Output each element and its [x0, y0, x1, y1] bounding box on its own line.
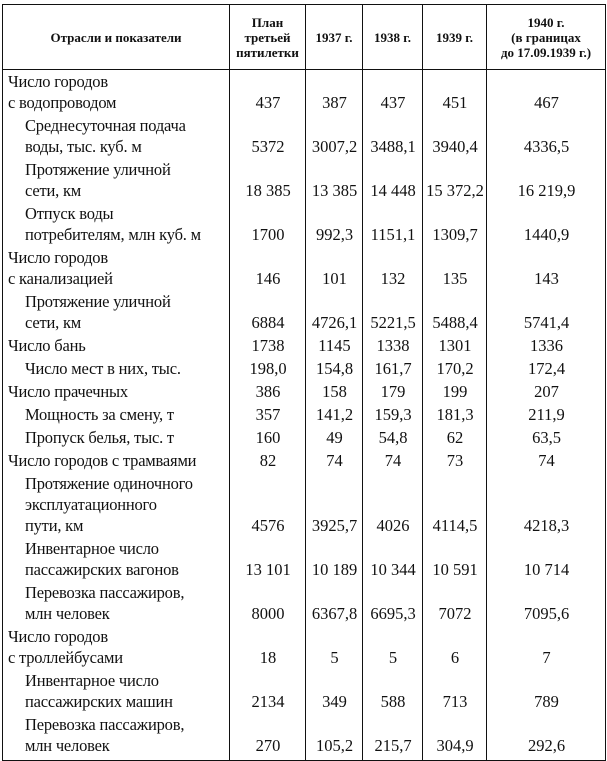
table-cell: 215,7: [363, 713, 423, 761]
table-cell: 7095,6: [487, 581, 606, 625]
table-row: [3, 357, 606, 380]
table-cell: 101: [306, 246, 363, 290]
table-cell: 74: [363, 449, 423, 472]
table-cell: 4576: [230, 472, 306, 537]
table-cell: 4114,5: [423, 472, 487, 537]
table-row: [3, 625, 606, 669]
table-cell: 161,7: [363, 357, 423, 380]
table-row: [3, 202, 606, 246]
row-label: Пропуск белья, тыс. т: [3, 426, 230, 449]
table-cell: 143: [487, 246, 606, 290]
table-cell: 158: [306, 380, 363, 403]
row-label: Перевозка пассажиров, млн человек: [3, 713, 230, 761]
table-cell: 349: [306, 669, 363, 713]
table-cell: 304,9: [423, 713, 487, 761]
table-cell: 18: [230, 625, 306, 669]
table-cell: 1301: [423, 334, 487, 357]
table-cell: 198,0: [230, 357, 306, 380]
table-cell: 270: [230, 713, 306, 761]
table-cell: 3925,7: [306, 472, 363, 537]
table-cell: 1700: [230, 202, 306, 246]
table-cell: 141,2: [306, 403, 363, 426]
table-cell: 63,5: [487, 426, 606, 449]
table-cell: 154,8: [306, 357, 363, 380]
table-cell: 5741,4: [487, 290, 606, 334]
row-label: Число бань: [3, 334, 230, 357]
table-cell: 132: [363, 246, 423, 290]
table-row: [3, 334, 606, 357]
table-cell: 467: [487, 70, 606, 115]
header-row: [3, 5, 606, 70]
table-cell: 437: [230, 70, 306, 115]
table-cell: 4026: [363, 472, 423, 537]
table-cell: 6367,8: [306, 581, 363, 625]
row-label: Мощность за смену, т: [3, 403, 230, 426]
table-cell: 10 591: [423, 537, 487, 581]
table-cell: 14 448: [363, 158, 423, 202]
table-cell: 1145: [306, 334, 363, 357]
column-header: 1937 г.: [306, 5, 363, 70]
table-cell: 10 344: [363, 537, 423, 581]
table-cell: 54,8: [363, 426, 423, 449]
table-cell: 387: [306, 70, 363, 115]
table-cell: 2134: [230, 669, 306, 713]
table-row: [3, 114, 606, 158]
table-cell: 4726,1: [306, 290, 363, 334]
row-label: Число городов с канализацией: [3, 246, 230, 290]
table-cell: 5488,4: [423, 290, 487, 334]
table-cell: 292,6: [487, 713, 606, 761]
table-cell: 199: [423, 380, 487, 403]
table-cell: 8000: [230, 581, 306, 625]
table-cell: 49: [306, 426, 363, 449]
table-cell: 73: [423, 449, 487, 472]
table-row: [3, 403, 606, 426]
table-row: [3, 380, 606, 403]
table-cell: 135: [423, 246, 487, 290]
table-cell: 5: [363, 625, 423, 669]
table-cell: 74: [306, 449, 363, 472]
table-cell: 1309,7: [423, 202, 487, 246]
table-row: [3, 537, 606, 581]
row-label: Среднесуточная подача воды, тыс. куб. м: [3, 114, 230, 158]
table-row: [3, 581, 606, 625]
row-label: Перевозка пассажиров, млн человек: [3, 581, 230, 625]
table-cell: 5221,5: [363, 290, 423, 334]
table-cell: 6695,3: [363, 581, 423, 625]
row-label: Инвентарное число пассажирских машин: [3, 669, 230, 713]
table-cell: 1440,9: [487, 202, 606, 246]
table-cell: 3940,4: [423, 114, 487, 158]
column-header: 1940 г. (в границах до 17.09.1939 г.): [487, 5, 606, 70]
table-cell: 789: [487, 669, 606, 713]
row-label: Протяжение одиночного эксплуатационного пути, км: [3, 472, 230, 537]
table-cell: 105,2: [306, 713, 363, 761]
table-body: [3, 70, 606, 761]
table-cell: 4218,3: [487, 472, 606, 537]
table-cell: 160: [230, 426, 306, 449]
table-cell: 74: [487, 449, 606, 472]
statistics-table: [2, 4, 606, 761]
table-row: [3, 158, 606, 202]
table-cell: 13 101: [230, 537, 306, 581]
table-cell: 6884: [230, 290, 306, 334]
table-cell: 172,4: [487, 357, 606, 380]
row-label: Число городов с водопроводом: [3, 70, 230, 115]
table-row: [3, 426, 606, 449]
table-cell: 588: [363, 669, 423, 713]
row-label: Протяжение уличной сети, км: [3, 290, 230, 334]
table-cell: 5: [306, 625, 363, 669]
table-row: [3, 246, 606, 290]
column-header: Отрасли и показатели: [3, 5, 230, 70]
table-cell: 1338: [363, 334, 423, 357]
table-cell: 16 219,9: [487, 158, 606, 202]
table-cell: 159,3: [363, 403, 423, 426]
table-cell: 18 385: [230, 158, 306, 202]
table-cell: 5372: [230, 114, 306, 158]
table-row: [3, 713, 606, 761]
table-cell: 10 714: [487, 537, 606, 581]
table-cell: 386: [230, 380, 306, 403]
row-label: Протяжение уличной сети, км: [3, 158, 230, 202]
table-cell: 146: [230, 246, 306, 290]
table-row: [3, 449, 606, 472]
table-cell: 179: [363, 380, 423, 403]
table-cell: 7: [487, 625, 606, 669]
table-cell: 62: [423, 426, 487, 449]
row-label: Число мест в них, тыс.: [3, 357, 230, 380]
table-cell: 7072: [423, 581, 487, 625]
table-cell: 181,3: [423, 403, 487, 426]
table-cell: 3488,1: [363, 114, 423, 158]
table-cell: 6: [423, 625, 487, 669]
table-cell: 4336,5: [487, 114, 606, 158]
table-cell: 1336: [487, 334, 606, 357]
row-label: Отпуск воды потребителям, млн куб. м: [3, 202, 230, 246]
table-cell: 1738: [230, 334, 306, 357]
table-cell: 207: [487, 380, 606, 403]
row-label: Число прачечных: [3, 380, 230, 403]
table-cell: 357: [230, 403, 306, 426]
row-label: Число городов с трамваями: [3, 449, 230, 472]
column-header: 1938 г.: [363, 5, 423, 70]
table-cell: 170,2: [423, 357, 487, 380]
table-cell: 15 372,2: [423, 158, 487, 202]
table-cell: 713: [423, 669, 487, 713]
table-cell: 82: [230, 449, 306, 472]
column-header: 1939 г.: [423, 5, 487, 70]
table-cell: 1151,1: [363, 202, 423, 246]
table-row: [3, 669, 606, 713]
table-cell: 992,3: [306, 202, 363, 246]
row-label: Инвентарное число пассажирских вагонов: [3, 537, 230, 581]
table-row: [3, 70, 606, 115]
column-header: План третьей пятилетки: [230, 5, 306, 70]
table-cell: 13 385: [306, 158, 363, 202]
table-cell: 211,9: [487, 403, 606, 426]
table-cell: 10 189: [306, 537, 363, 581]
table-cell: 3007,2: [306, 114, 363, 158]
table-row: [3, 290, 606, 334]
table-row: [3, 472, 606, 537]
table-cell: 451: [423, 70, 487, 115]
table-cell: 437: [363, 70, 423, 115]
row-label: Число городов с троллейбусами: [3, 625, 230, 669]
